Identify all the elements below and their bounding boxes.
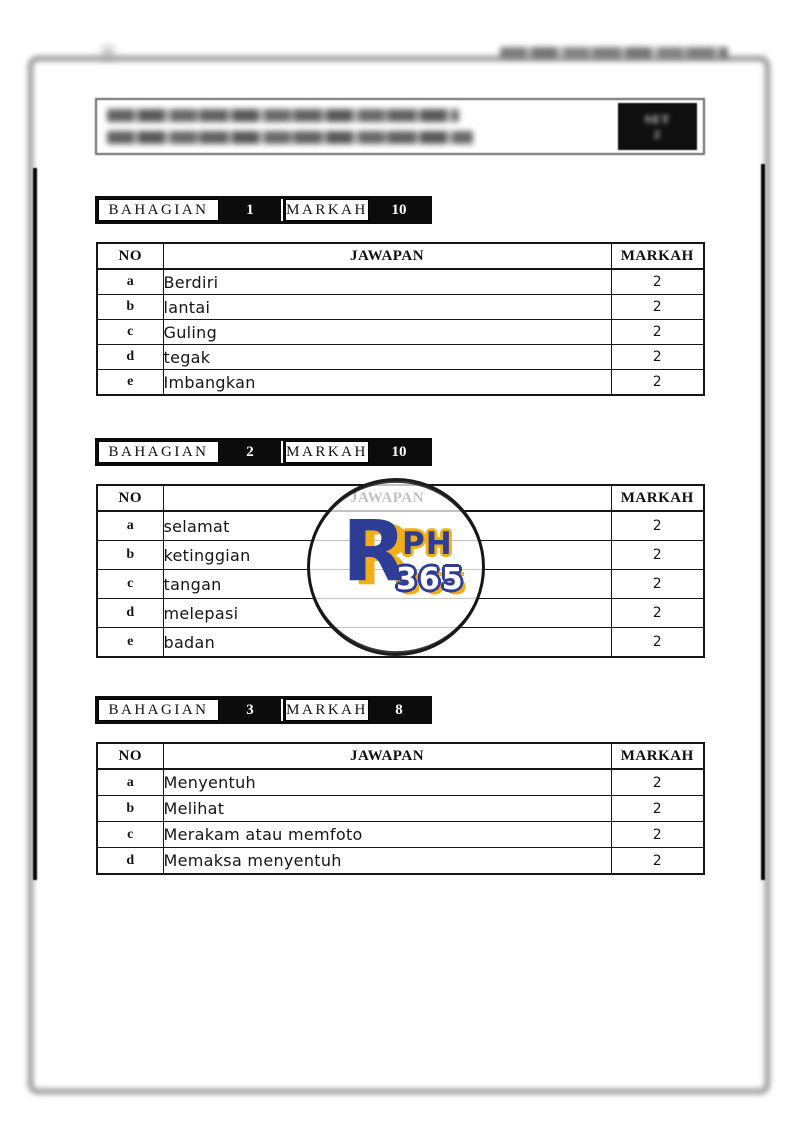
mark-value: 2	[611, 848, 704, 875]
redacted-instruction-line-1	[107, 109, 459, 122]
watermark-text-365: 365	[396, 562, 465, 597]
bahagian-number: 3	[246, 701, 254, 718]
mark-value: 2	[611, 599, 704, 628]
row-letter: a	[97, 769, 163, 796]
markah-total: 10	[391, 443, 407, 460]
bahagian-label: BAHAGIAN	[98, 441, 219, 463]
redacted-header-text	[500, 47, 728, 58]
rph365-watermark-logo	[307, 478, 485, 656]
answer-text: badan	[163, 628, 611, 658]
row-letter: d	[97, 848, 163, 875]
row-letter: b	[97, 796, 163, 822]
col-header-markah: MARKAH	[611, 485, 704, 511]
page-frame-right-edge	[761, 164, 765, 880]
mark-value: 2	[611, 320, 704, 345]
markah-label: MARKAH	[285, 199, 369, 221]
mark-value: 2	[611, 570, 704, 599]
col-header-markah: MARKAH	[611, 743, 704, 769]
table-row	[97, 269, 704, 295]
answer-text: selamat	[163, 511, 611, 541]
row-letter: a	[97, 269, 163, 295]
answer-text: tangan	[163, 570, 611, 599]
mark-value: 2	[611, 822, 704, 848]
answer-text: Merakam atau memfoto	[163, 822, 611, 848]
answer-text: tegak	[163, 345, 611, 370]
bahagian-number: 2	[246, 443, 254, 460]
col-header-no: NO	[97, 743, 163, 769]
section-bar-2	[95, 438, 432, 466]
mark-value: 2	[611, 511, 704, 541]
row-letter: c	[97, 570, 163, 599]
watermark-text-ph: PH	[402, 526, 453, 562]
table-row	[97, 295, 704, 320]
table-row	[97, 320, 704, 345]
table-row	[97, 769, 704, 796]
table-row	[97, 822, 704, 848]
col-header-jawapan: JAWAPAN	[163, 243, 611, 269]
bar-divider	[281, 699, 283, 721]
answer-text: melepasi	[163, 599, 611, 628]
answer-text: ketinggian	[163, 541, 611, 570]
answer-text: lantai	[163, 295, 611, 320]
table-row	[97, 345, 704, 370]
answer-text: Melihat	[163, 796, 611, 822]
mark-value: 2	[611, 628, 704, 658]
row-letter: c	[97, 822, 163, 848]
col-header-markah: MARKAH	[611, 243, 704, 269]
markah-label: MARKAH	[285, 441, 369, 463]
table-row	[97, 848, 704, 875]
section-bar-1	[95, 196, 432, 224]
markah-total: 8	[395, 701, 403, 718]
bahagian-label: BAHAGIAN	[98, 199, 219, 221]
bar-divider	[281, 199, 283, 221]
page-number-smudge	[102, 46, 114, 59]
mark-value: 2	[611, 345, 704, 370]
col-header-no: NO	[97, 485, 163, 511]
answer-text: Guling	[163, 320, 611, 345]
redacted-instruction-line-2	[107, 131, 473, 144]
set-number: 2	[654, 127, 661, 141]
answer-text: Menyentuh	[163, 769, 611, 796]
bahagian-label: BAHAGIAN	[98, 699, 219, 721]
mark-value: 2	[611, 541, 704, 570]
page-frame-left-edge	[33, 168, 37, 880]
mark-value: 2	[611, 370, 704, 396]
table-header-row	[97, 243, 704, 269]
row-letter: e	[97, 628, 163, 658]
answer-text: Imbangkan	[163, 370, 611, 396]
mark-value: 2	[611, 295, 704, 320]
answer-text: Berdiri	[163, 269, 611, 295]
table-row	[97, 796, 704, 822]
set-number-box	[618, 103, 697, 150]
answer-text: Memaksa menyentuh	[163, 848, 611, 875]
watermark-letter-r: R	[342, 502, 407, 600]
mark-value: 2	[611, 796, 704, 822]
answers-table-3	[96, 742, 705, 875]
row-letter: c	[97, 320, 163, 345]
section-bar-3	[95, 696, 432, 724]
row-letter: d	[97, 345, 163, 370]
mark-value: 2	[611, 269, 704, 295]
header-instruction-box	[95, 98, 705, 155]
row-letter: a	[97, 511, 163, 541]
bar-divider	[281, 441, 283, 463]
row-letter: b	[97, 541, 163, 570]
markah-total: 10	[391, 201, 407, 218]
mark-value: 2	[611, 769, 704, 796]
col-header-no: NO	[97, 243, 163, 269]
row-letter: e	[97, 370, 163, 396]
row-letter: d	[97, 599, 163, 628]
col-header-jawapan: JAWAPAN	[163, 743, 611, 769]
bahagian-number: 1	[246, 201, 254, 218]
set-label: SET	[644, 112, 671, 126]
row-letter: b	[97, 295, 163, 320]
markah-label: MARKAH	[285, 699, 369, 721]
table-row	[97, 370, 704, 396]
table-header-row	[97, 743, 704, 769]
answers-table-1	[96, 242, 705, 396]
